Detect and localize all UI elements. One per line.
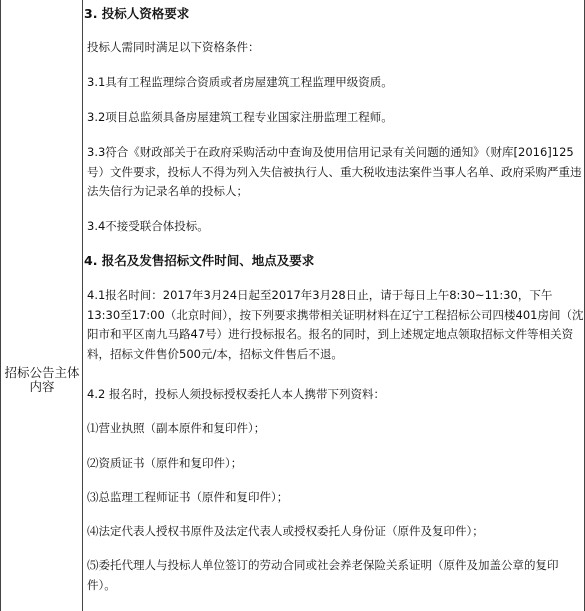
clause-3-3: 3.3符合《财政部关于在政府采购活动中查询及使用信用记录有关问题的通知》（财库[2016]125号）文件要求，投标人不得为列入失信被执行人、重大税收违法案件当事人名单、政府采购严重违法失信行为记录名单的投标人； [87,145,582,198]
row-label: 招标公告主体内容 [4,365,80,394]
clause-3-2: 3.2项目总监须具备房屋建筑工程专业国家注册监理工程师。 [87,110,393,124]
document-item-4: ⑷法定代表人授权书原件及法定代表人或授权委托人身份证（原件及复印件）； [87,524,484,538]
clause-3-4: 3.4不接受联合体投标。 [87,219,209,233]
clause-4-1: 4.1报名时间：2017年3月24日起至2017年3月28日止，请于每日上午8:30~11:30，下午13:30至17:00（北京时间），按下列要求携带相关证明材料在辽宁工程招标公司四楼401房间（沈阳市和平区南九马路47号）进行投标报名。报名的同时，到上述规定地点领取招标文件等相关资料，招标文件售价500元/本，招标文件售后不退。 [87,288,584,361]
section-3-heading: 3. 投标人资格要求 [84,6,190,21]
row-content-cell [84,0,584,611]
section-3-intro: 投标人需同时满足以下资格条件： [87,40,260,54]
document-item-3: ⑶总监理工程师证书（原件和复印件）； [87,490,289,504]
clause-3-1: 3.1具有工程监理综合资质或者房屋建筑工程监理甲级资质。 [87,75,393,89]
document-item-2: ⑵资质证书（原件和复印件）； [87,456,243,470]
document-item-1: ⑴营业执照（副本原件和复印件）； [87,421,266,435]
clause-4-2: 4.2 报名时，投标人须投标授权委托人本人携带下列资料： [87,387,385,401]
row-label-cell [1,0,83,611]
document-item-5: ⑸委托代理人与投标人单位签订的劳动合同或社会养老保险关系证明（原件及加盖公章的复印件）。 [87,558,559,592]
section-4-heading: 4. 报名及发售招标文件时间、地点及要求 [84,253,315,268]
